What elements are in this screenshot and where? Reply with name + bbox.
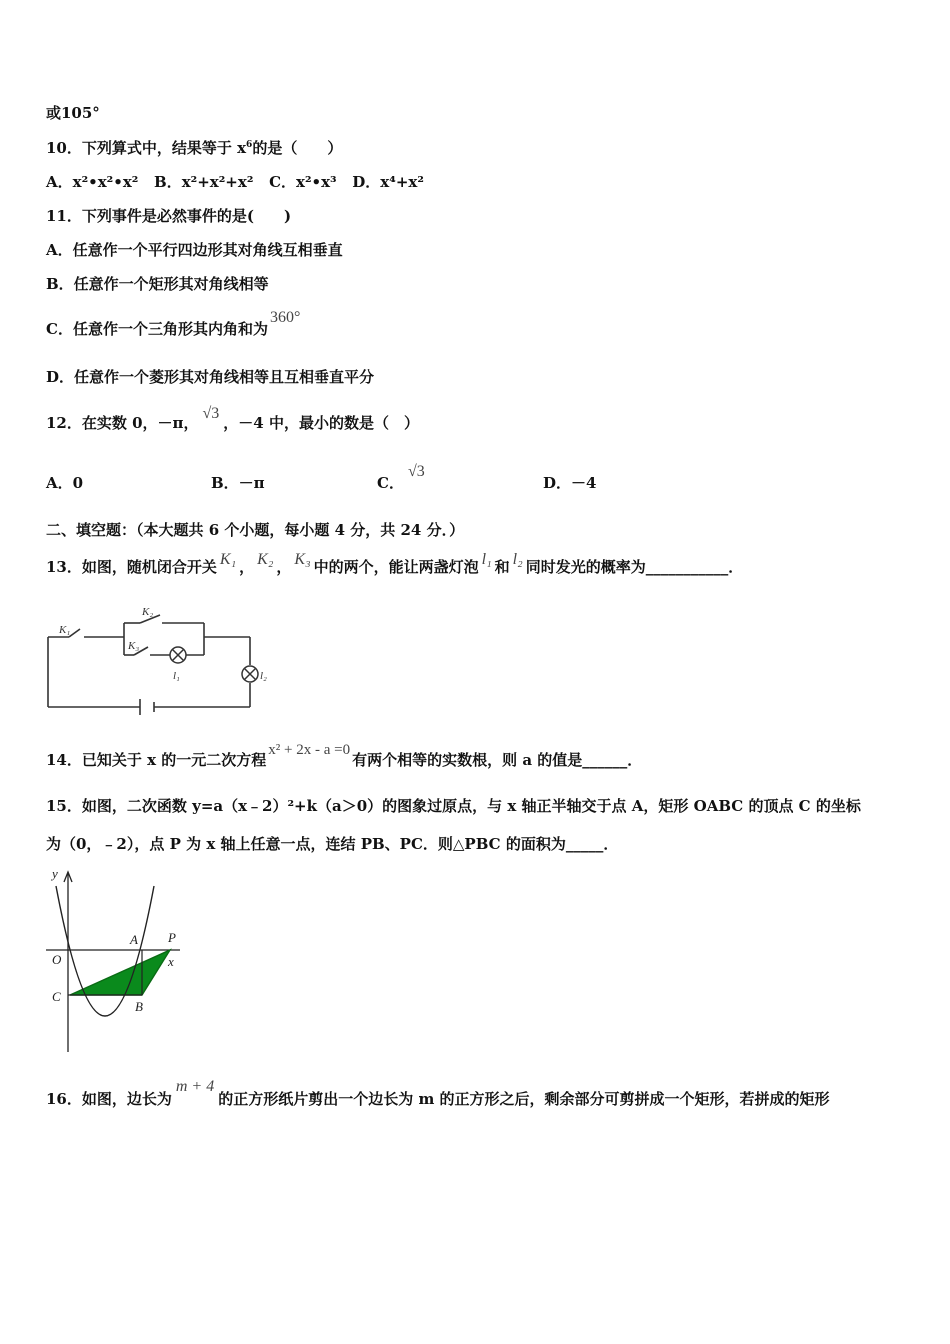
q11-option-b: B．任意作一个矩形其对角线相等 [46, 275, 269, 293]
fig-label-l1: l₁ [173, 670, 180, 682]
q13-l1: l₁ [481, 551, 492, 568]
fig-label-p: P [168, 930, 176, 945]
q13-stem-tail: 同时发光的概率为___________． [525, 558, 744, 576]
q10-stem-tail: 的是（ ） [252, 139, 343, 157]
lamp-l2-icon [242, 666, 258, 682]
fig-label-o: O [52, 952, 62, 967]
prev-answer-continuation: 或105° [46, 104, 100, 122]
q12-option-a: A．0 [46, 474, 84, 492]
q15-stem-line2: 为（0，﹣2），点 P 为 x 轴上任意一点，连结 PB、PC．则△PBC 的面积为_____． [46, 835, 619, 853]
q14-equation: x² + 2x - a =0 [268, 742, 351, 758]
q12-option-c [377, 463, 425, 493]
q16-stem-tail: 的正方形纸片剪出一个边长为 m 的正方形之后，剩余部分可剪拼成一个矩形，若拼成的矩形 [218, 1090, 830, 1108]
q11-option-c-text: C．任意作一个三角形其内角和为 [46, 320, 268, 338]
fig-label-a: A [130, 932, 138, 947]
q12-option-b: B．－π [211, 474, 265, 492]
q13-k1: K₁ [219, 551, 237, 568]
q11-option-c-math: 360° [269, 309, 301, 326]
q12-stem-text: 12．在实数 0，－π， [46, 414, 199, 432]
q10-option-c: C．x²•x³ [269, 173, 337, 191]
fig-label-y: y [52, 866, 58, 881]
q13-l2: l₂ [512, 551, 523, 568]
q10-option-a: A．x²•x²•x² [46, 173, 139, 191]
q14-stem-text: 14．已知关于 x 的一元二次方程 [46, 751, 267, 769]
q13-and: 和 [494, 558, 510, 576]
fig-label-k3: K₃ [128, 640, 140, 652]
q10-option-d: D．x⁴+x² [352, 173, 424, 191]
q13-circuit-diagram [44, 603, 284, 718]
q13-stem [46, 551, 744, 577]
q10-option-b: B．x²+x²+x² [154, 173, 254, 191]
q14-stem-tail: 有两个相等的实数根，则 a 的值是______． [352, 751, 643, 769]
lamp-l1-icon [170, 647, 186, 663]
q10-stem-text: 10．下列算式中，结果等于 x [46, 139, 247, 157]
q11-option-c [46, 309, 301, 339]
q16-stem [46, 1078, 830, 1109]
q11-option-d: D．任意作一个菱形其对角线相等且互相垂直平分 [46, 368, 375, 386]
q12-option-d: D．－4 [543, 474, 597, 492]
q16-stem-text: 16．如图，边长为 [46, 1090, 172, 1108]
q12-option-c-math: √3 [407, 463, 425, 480]
q12-stem-tail: ，－4 中，最小的数是（ ） [223, 414, 419, 432]
fig-label-k1: K₁ [59, 624, 71, 636]
q13-k3: K₃ [294, 551, 311, 568]
q12-option-c-text: C． [377, 474, 404, 492]
q10-stem [46, 137, 342, 158]
fig-label-b: B [135, 999, 143, 1014]
q11-option-a: A．任意作一个平行四边形其对角线互相垂直 [46, 241, 343, 259]
q15-stem-line1: 15．如图，二次函数 y=a（x﹣2）²+k（a＞0）的图象过原点，与 x 轴正半轴交于点 A，矩形 OABC 的顶点 C 的坐标 [46, 797, 861, 815]
section-title: 二、填空题：（本大题共 6 个小题，每小题 4 分，共 24 分．） [46, 521, 465, 539]
q11-stem: 11．下列事件是必然事件的是( ) [46, 207, 292, 225]
q12-stem [46, 405, 419, 433]
fig-label-x: x [168, 954, 174, 969]
fig-label-c: C [52, 989, 61, 1004]
q13-stem-text: 13．如图，随机闭合开关 [46, 558, 217, 576]
fig-label-k2: K₂ [142, 606, 154, 618]
q16-math-side: m + 4 [175, 1078, 215, 1095]
q10-options [46, 171, 424, 192]
q12-sqrt3: √3 [202, 405, 220, 422]
q13-stem-mid: 中的两个，能让两盏灯泡 [313, 558, 479, 576]
q14-stem [46, 742, 643, 770]
q13-comma2: ， [276, 558, 292, 576]
fig-label-l2: l₂ [260, 670, 267, 682]
q15-parabola-diagram [42, 866, 187, 1058]
q10-exponent: 6 [246, 140, 253, 150]
q13-k2: K₂ [257, 551, 274, 568]
q13-comma1: ， [239, 558, 255, 576]
